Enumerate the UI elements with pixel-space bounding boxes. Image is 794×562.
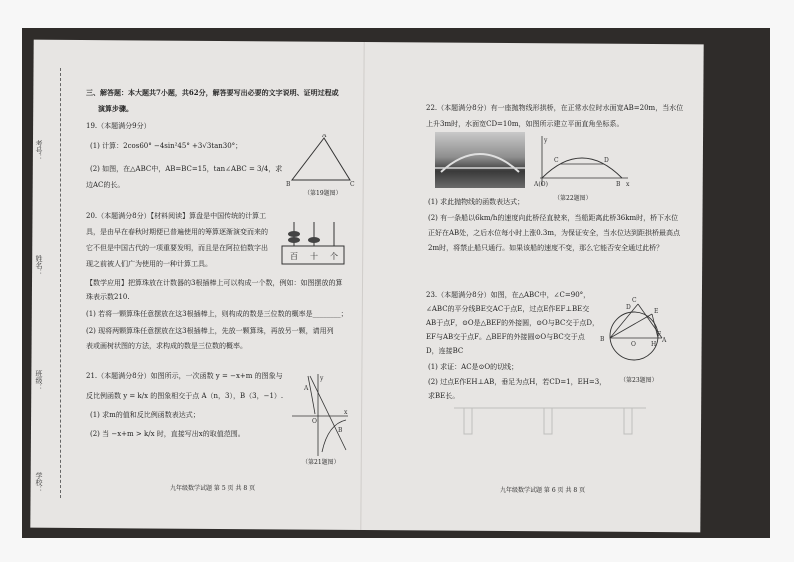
fig23-label-h: H [651,341,657,348]
fig23-label-e: E [654,308,659,315]
section-header-cont: 演算步骤。 [98,104,133,113]
q23-figure-caption: （第23题图） [620,377,658,384]
q19-figure-caption: （第19题图） [304,190,342,197]
fig21-label-x: x [344,409,348,416]
q20-line: 表或画树状图的方法，求构成的数是三位数的概率。 [86,342,247,350]
fig22-label-d: D [604,157,609,164]
q22-figure-caption: （第22题图） [554,195,592,202]
class-label: 班级： [35,370,43,391]
fig23-label-o: O [631,341,636,348]
fig21-label-b: B [338,427,343,434]
q23-line: AB于点F，⊙O是△BEF的外接圆，⊙O与BC交于点D， [426,319,600,327]
q21-line: 21.（本题满分8分）如图所示，一次函数 y = −x+m 的图象与 [86,372,283,380]
fig23-label-f: F [657,331,662,338]
q23-line: ∠ABC的平分线BE交AC于点E，过点E作EF⊥BE交 [426,305,590,313]
q22-parabola-figure [532,134,632,190]
school-label: 学校： [35,472,43,493]
q19-part2: (2) 如图，在△ABC中，AB=BC=15，tan∠ABC = 3/4，求 [90,165,283,173]
right-page-footer: 九年级数学试题 第 6 页 共 8 页 [500,487,586,494]
fig23-label-a: A [662,337,667,344]
q20-line: 具，是由早在春秋时期便已普遍使用的筹算逐渐演变而来的 [86,228,268,236]
q21-figure-caption: （第21题图） [302,459,340,466]
q20-line: 现之前被人们广为使用的一种计算工具。 [86,260,212,268]
q23-sub2: (2) 过点E作EH⊥AB，垂足为点H，若CD=1，EH=3， [428,378,607,386]
q22-sub2: (2) 有一条船以6km/h的速度向此桥径直驶来，当船距离此桥36km时，桥下水位 [428,214,679,222]
abacus-bead [288,231,300,237]
left-page-footer: 九年级数学试题 第 5 页 共 8 页 [170,485,256,492]
q22-line: 22.（本题满分8分）有一座抛物线形拱桥，在正常水位时水面宽AB=20m，当水位 [426,104,684,112]
fig21-label-y: y [320,375,324,382]
fig21-label-o: O [312,418,317,425]
q20-line: (1) 若将一颗算珠任意摆放在这3根插棒上，则构成的数是三位数的概率是________； [86,310,348,318]
fig23-label-b: B [600,336,605,343]
faint-bridge-sketch [450,400,650,440]
q23-line: D，连接BC [426,347,464,355]
q19-triangle-figure [284,134,364,194]
fig23-label-c: C [632,297,637,304]
q23-line: 23.（本题满分8分）如图，在△ABC中，∠C=90°， [426,291,591,299]
q20-line: 【数学应用】把算珠放在计数器的3根插棒上可以构成一个数，例如：如图摆放的算 [86,279,343,287]
q21-graph-figure [288,372,350,458]
q19-part2-cont: 边AC的长。 [86,181,125,189]
fig22-label-y: y [544,137,548,144]
abacus-figure [278,220,348,268]
q22-sub1: (1) 求此抛物线的函数表达式； [428,198,525,206]
q20-line: 它不但是中国古代的一项重要发明，而且是在阿拉伯数字出 [86,244,268,252]
fig22-label-c: C [554,157,559,164]
name-label: 姓名： [35,255,43,276]
q23-circle-figure [596,296,668,374]
q23-sub1: (1) 求证：AC是⊙O的切线； [428,363,519,371]
bridge-photo [435,132,525,188]
q22-sub2: 正好在AB处，之后水位每小时上涨0.3m，为保证安全，当水位达到距拱桥最高点 [428,229,680,237]
fig22-label-a: A(O) [534,181,548,188]
abacus-label-ones: 个 [330,252,338,261]
q22-line: 上升3m时，水面宽CD=10m，如图所示建立平面直角坐标系。 [426,120,624,128]
q21-line: (2) 当 −x+m > k/x 时，直接写出x的取值范围。 [90,430,245,438]
q20-line: 20.（本题满分8分）【材料阅读】算盘是中国传统的计算工 [86,212,267,220]
q20-line: 珠表示数210. [86,293,130,301]
section-header: 三、解答题：本大题共7小题，共62分，解答要写出必要的文字说明、证明过程或 [86,88,339,97]
fig19-label-a: A [322,134,327,139]
abacus-bead [288,237,300,243]
q19-title: 19.（本题满分9分） [86,122,151,130]
fig22-label-b: B [616,181,621,188]
fig21-label-a: A [304,385,309,392]
abacus-bead [308,237,320,243]
fig22-label-x: x [626,181,630,188]
fig19-label-b: B [286,181,291,188]
q20-line: (2) 现将两颗算珠任意摆放在这3根插棒上，先放一颗算珠，再放另一颗，请用列 [86,327,334,335]
abacus-label-tens: 十 [310,252,318,261]
abacus-label-hundreds: 百 [290,252,298,261]
q23-line: EF与AB交于点F。△BEF的外接圆⊙O与BC交于点 [426,333,585,341]
fig23-label-d: D [626,304,631,311]
binding-line [60,68,63,498]
exam-number-label: 考号： [35,140,43,161]
q19-part1: (1) 计算：2cos60° −4sin²45° +3√3tan30°； [90,142,243,150]
q21-line: 反比例函数 y = k/x 的图象相交于点 A（n，3），B（3，−1）. [86,392,284,400]
q21-line: (1) 求m的值和反比例函数表达式； [90,411,200,419]
q23-sub2: 求BE长。 [428,392,460,400]
fig19-label-c: C [350,181,355,188]
q22-sub2: 2m时，将禁止船只通行。如果该船的速度不变，那么它能否安全通过此桥？ [428,244,664,252]
